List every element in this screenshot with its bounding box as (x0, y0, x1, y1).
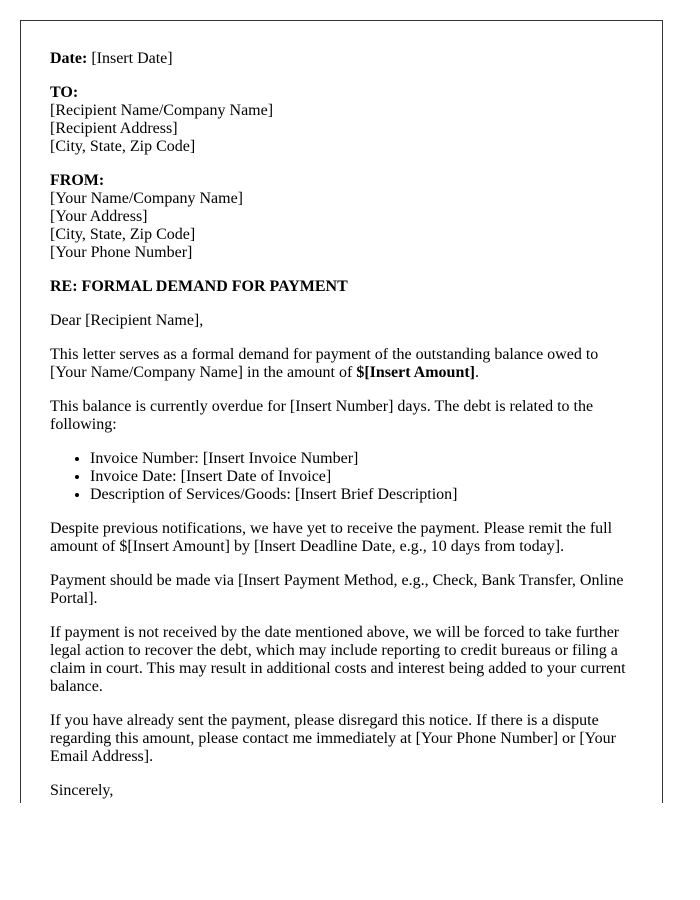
list-item: • Invoice Date: [Insert Date of Invoice] (90, 468, 633, 486)
paragraph-payment-method: Payment should be made via [Insert Payment Method, e.g., Check, Bank Transfer, Online Portal]. (50, 572, 624, 607)
paragraph-legal-action: If payment is not received by the date mentioned above, we will be forced to take further legal action to recover the debt, which may include reporting to credit bureaus or filing a claim in court. This may result in additional costs and interest being added to your current balance. (50, 624, 626, 695)
date-line: Date: [Insert Date] (50, 50, 173, 67)
list-item: • Invoice Number: [Insert Invoice Number] (90, 450, 633, 468)
paragraph-overdue: This balance is currently overdue for [Insert Number] days. The debt is related to the following: (50, 398, 594, 433)
recipient-block: TO: [Recipient Name/Company Name] [Recipient Address] [City, State, Zip Code] (50, 84, 274, 155)
paragraph-demand: This letter serves as a formal demand for payment of the outstanding balance owed to [Your Name/Company Name] in the amount of $[Insert Amount]. (50, 346, 599, 381)
paragraph-dispute: If you have already sent the payment, please disregard this notice. If there is a dispute regarding this amount, please contact me immediately at [Your Phone Number] or [Your Email Address]. (50, 712, 616, 765)
paragraph-remit: Despite previous notifications, we have yet to receive the payment. Please remit the full amount of $[Insert Amount] by [Insert Deadline Date, e.g., 10 days from today]. (50, 520, 613, 555)
invoice-details-list (50, 450, 633, 504)
salutation: Dear [Recipient Name], (50, 312, 204, 329)
letter-page (20, 20, 663, 803)
closing: Sincerely, (50, 782, 114, 799)
list-item: • Description of Services/Goods: [Insert Brief Description] (90, 486, 633, 504)
subject-line: RE: FORMAL DEMAND FOR PAYMENT (50, 278, 348, 295)
sender-block: FROM: [Your Name/Company Name] [Your Address] [City, State, Zip Code] [Your Phone Number] (50, 172, 244, 261)
